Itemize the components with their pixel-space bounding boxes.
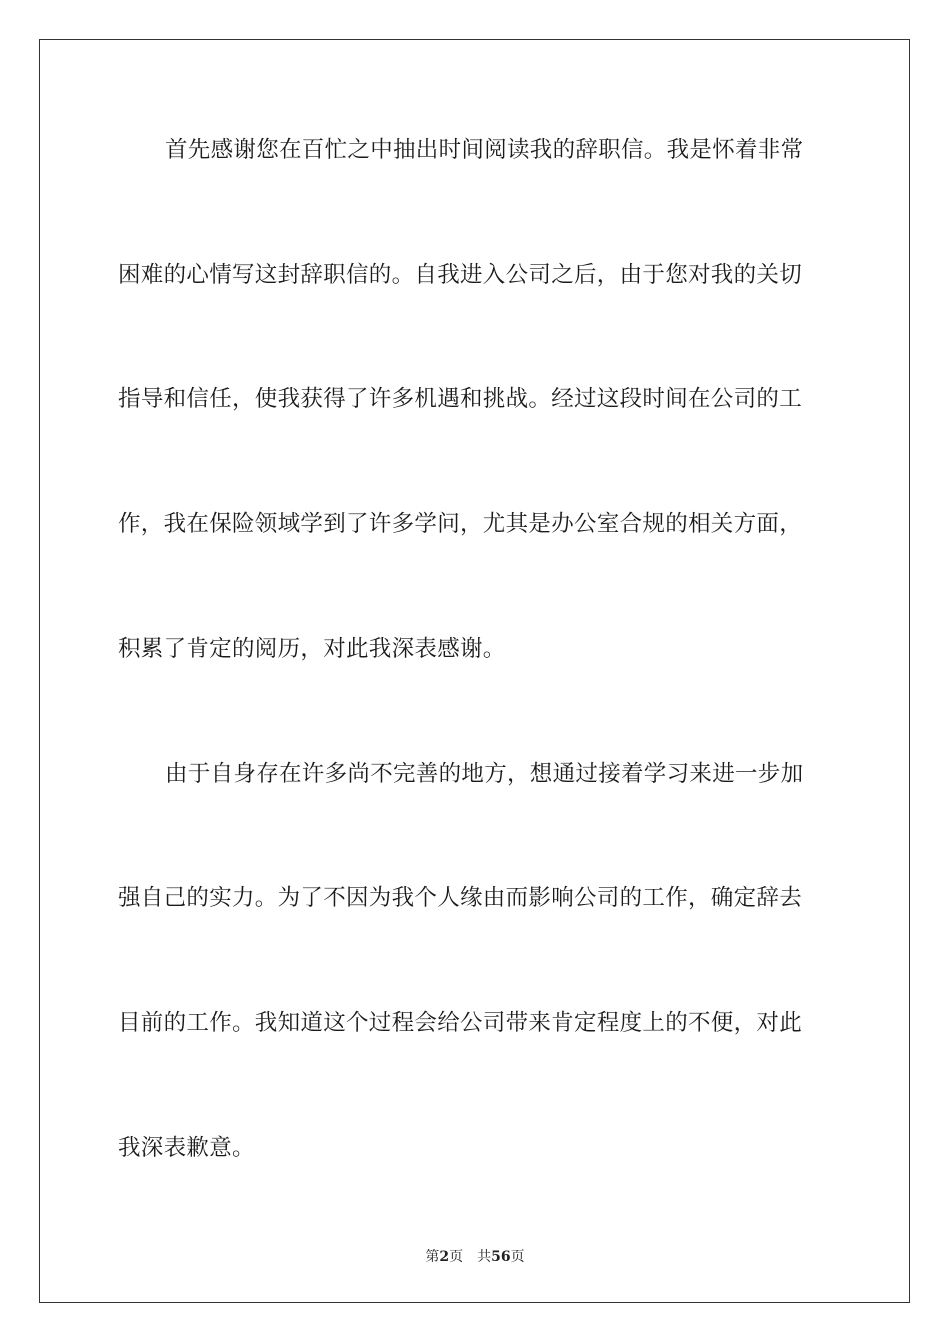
paragraph-1-line-2: 困难的心情写这封辞职信的。自我进入公司之后，由于您对我的关切 xyxy=(118,262,803,288)
total-prefix: 共 xyxy=(477,1249,492,1265)
total-suffix: 页 xyxy=(510,1249,525,1265)
paragraph-2-line-4: 我深表歉意。 xyxy=(118,1135,255,1161)
paragraph-1-line-5: 积累了肯定的阅历，对此我深表感谢。 xyxy=(118,636,506,662)
total-pages: 56 xyxy=(491,1249,511,1265)
paragraph-2-line-3: 目前的工作。我知道这个过程会给公司带来肯定程度上的不便，对此 xyxy=(118,1010,803,1036)
paragraph-1-line-4: 作，我在保险领域学到了许多学问，尤其是办公室合规的相关方面， xyxy=(118,511,803,537)
page-footer xyxy=(0,1247,950,1267)
paragraph-2-line-2: 强自己的实力。为了不因为我个人缘由而影响公司的工作，确定辞去 xyxy=(118,885,803,911)
page-number: 2 xyxy=(439,1249,450,1265)
page-prefix: 第 xyxy=(425,1249,440,1265)
paragraph-1-line-1: 首先感谢您在百忙之中抽出时间阅读我的辞职信。我是怀着非常 xyxy=(165,137,804,163)
paragraph-2-line-1: 由于自身存在许多尚不完善的地方，想通过接着学习来进一步加 xyxy=(165,761,804,787)
page-border xyxy=(39,39,910,1303)
paragraph-1-line-3: 指导和信任，使我获得了许多机遇和挑战。经过这段时间在公司的工 xyxy=(118,386,803,412)
page-suffix: 页 xyxy=(449,1249,464,1265)
